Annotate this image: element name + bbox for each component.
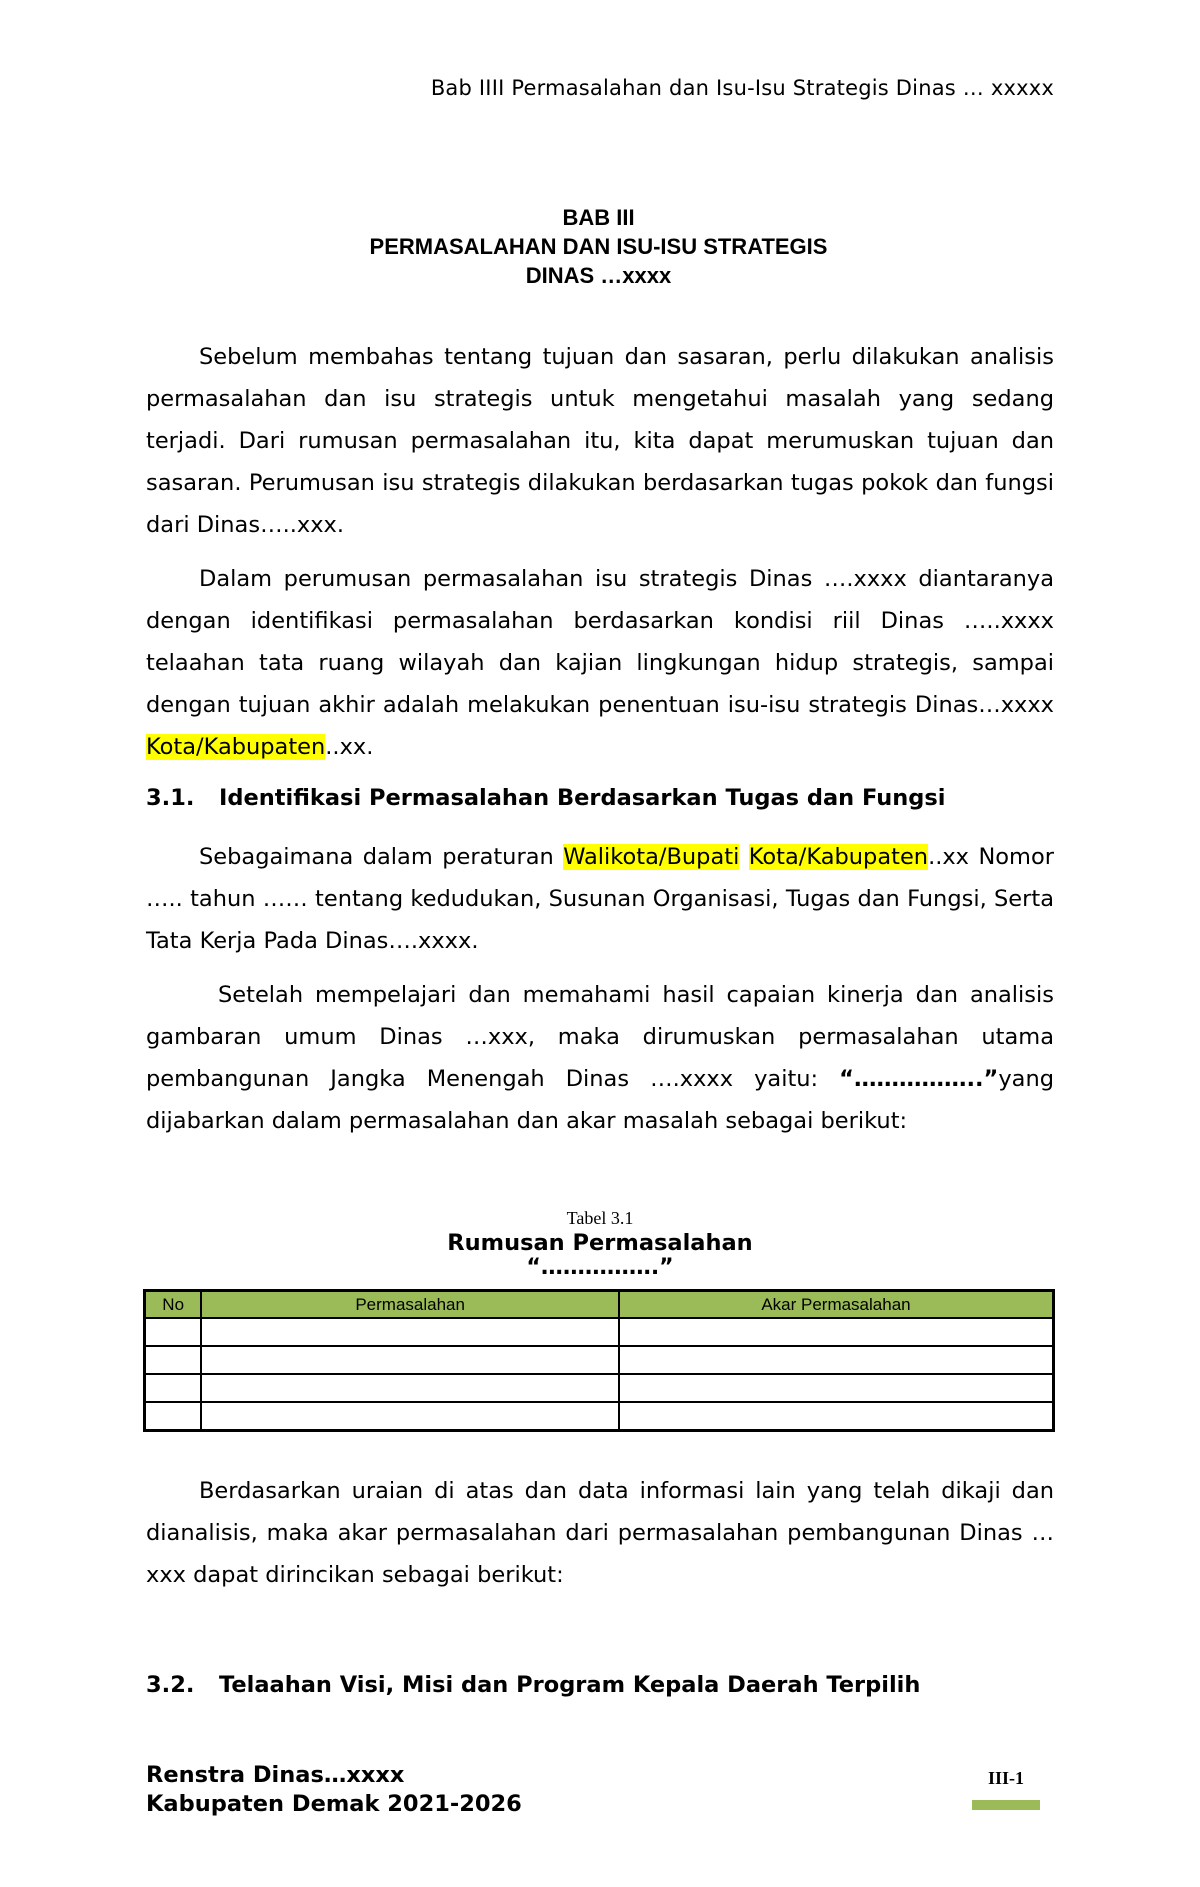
table-cell (145, 1346, 202, 1374)
table-cell (201, 1318, 619, 1346)
paragraph: Sebelum membahas tentang tujuan dan sasaran, perlu dilakukan analisis permasalahan dan isu strategis untuk mengetahui masalah yang sedang terjadi. Dari rumusan permasalahan itu, kita dapat merumuskan tujuan dan sasaran. Perumusan isu strategis dilakukan berdasarkan tugas pokok dan fungsi dari Dinas…..xxx. (146, 344, 1054, 538)
highlighted-text: Kota/Kabupaten (146, 734, 326, 760)
table-title: Rumusan Permasalahan (447, 1230, 753, 1256)
after-table-paragraph (146, 1470, 1054, 1596)
table-row (145, 1402, 1054, 1431)
section-heading-3-2 (146, 1672, 920, 1698)
section-heading-3-1 (146, 785, 946, 811)
chapter-number: BAB III (562, 205, 635, 230)
section-1-paragraphs (146, 836, 1054, 1142)
table-row (145, 1318, 1054, 1346)
table-cell (201, 1402, 619, 1431)
footer-line: Kabupaten Demak 2021-2026 (146, 1791, 522, 1817)
section-number: 3.2. (146, 1672, 195, 1698)
running-header: Bab IIII Permasalahan dan Isu-Isu Strategis Dinas … xxxxx (430, 76, 1054, 100)
column-header-problem: Permasalahan (201, 1291, 619, 1319)
footer-line: Renstra Dinas…xxxx (146, 1762, 405, 1788)
page-number: III-1 (987, 1768, 1024, 1788)
section-number: 3.1. (146, 785, 195, 811)
column-header-root-cause: Akar Permasalahan (619, 1291, 1054, 1319)
chapter-title-line: DINAS …xxxx (525, 263, 672, 288)
table-cell (619, 1374, 1054, 1402)
table-row (145, 1374, 1054, 1402)
table-label: Tabel 3.1 (566, 1208, 634, 1228)
table-cell (201, 1374, 619, 1402)
table-cell (201, 1346, 619, 1374)
table-cell (619, 1402, 1054, 1431)
paragraph: Sebagaimana dalam peraturan Walikota/Bupati Kota/Kabupaten..xx Nomor ….. tahun …… tentang kedudukan, Susunan Organisasi, Tugas dan Fungsi, Serta Tata Kerja Pada Dinas….xxxx. (146, 844, 1054, 954)
intro-paragraphs (146, 336, 1054, 768)
table-subtitle: “…………….” (526, 1255, 674, 1280)
paragraph: Dalam perumusan permasalahan isu strategis Dinas ….xxxx diantaranya dengan identifikasi permasalahan berdasarkan kondisi riil Dinas …..xxxx telaahan tata ruang wilayah dan kajian lingkungan hidup strategis, sampai dengan tujuan akhir adalah melakukan penentuan isu-isu strategis Dinas…xxxx Kota/Kabupaten..xx. (146, 566, 1054, 760)
table-cell (145, 1374, 202, 1402)
highlighted-text: Kota/Kabupaten (748, 844, 929, 870)
chapter-title (146, 203, 1051, 290)
section-title: Identifikasi Permasalahan Berdasarkan Tugas dan Fungsi (219, 785, 946, 811)
table-caption (146, 1206, 1054, 1280)
problem-table (143, 1289, 1055, 1432)
table-header-row (145, 1291, 1054, 1319)
column-header-no: No (145, 1291, 202, 1319)
section-title: Telaahan Visi, Misi dan Program Kepala Daerah Terpilih (219, 1672, 921, 1698)
footer (146, 1761, 522, 1819)
table-cell (145, 1402, 202, 1431)
highlighted-text: Walikota/Bupati (563, 844, 740, 870)
paragraph: Berdasarkan uraian di atas dan data informasi lain yang telah dikaji dan dianalisis, maka akar permasalahan dari permasalahan pembangunan Dinas …xxx dapat dirincikan sebagai berikut: (146, 1478, 1054, 1588)
table-cell (619, 1318, 1054, 1346)
quoted-placeholder: “……………..” (839, 1066, 999, 1092)
table-cell (145, 1318, 202, 1346)
page-number-bar (972, 1800, 1040, 1810)
paragraph: Setelah mempelajari dan memahami hasil capaian kinerja dan analisis gambaran umum Dinas …xxx, maka dirumuskan permasalahan utama pembangunan Jangka Menengah Dinas ….xxxx yaitu: “……………..”yang dijabarkan dalam permasalahan dan akar masalah sebagai berikut: (146, 982, 1054, 1134)
table-cell (619, 1346, 1054, 1374)
table-row (145, 1346, 1054, 1374)
chapter-title-line: PERMASALAHAN DAN ISU-ISU STRATEGIS (369, 234, 828, 259)
